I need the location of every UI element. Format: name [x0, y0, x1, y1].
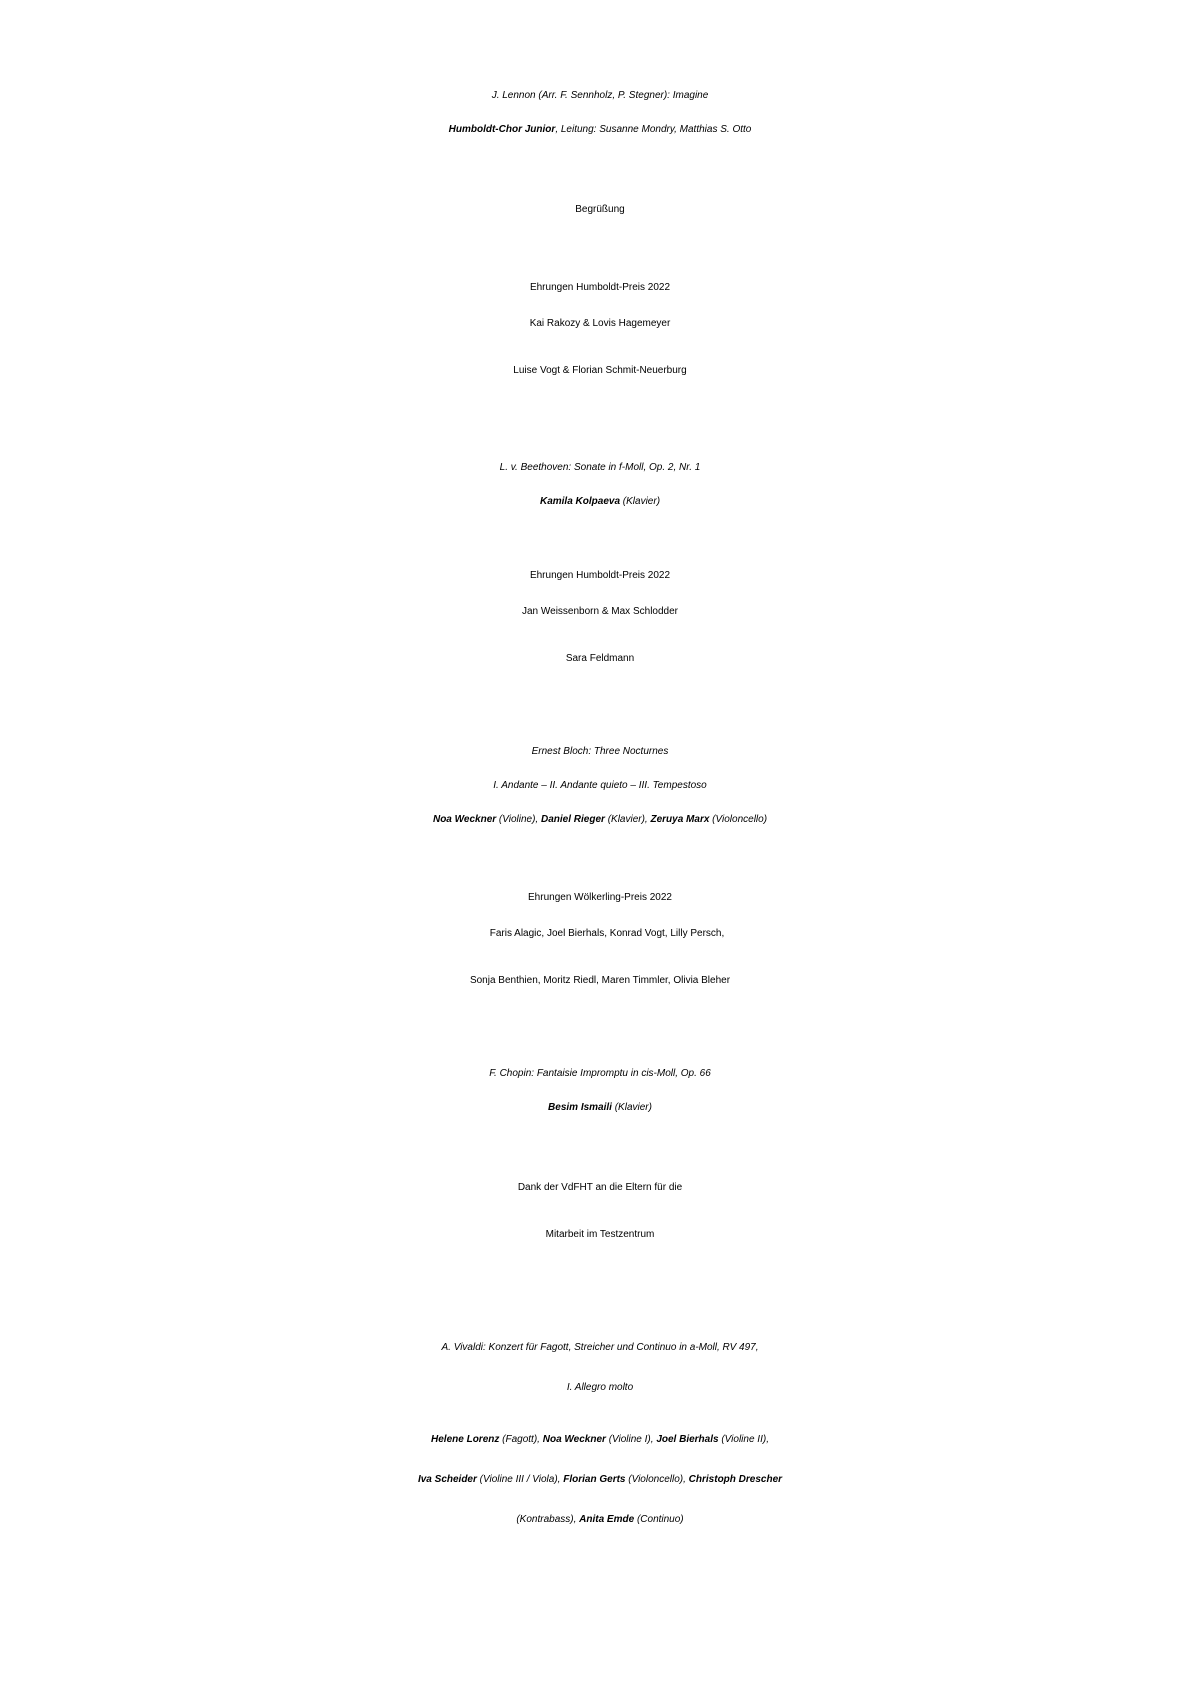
honor3-names-line1: Faris Alagic, Joel Bierhals, Konrad Vogt, Lilly Persch,	[489, 928, 725, 939]
honor1-heading: Ehrungen Humboldt-Preis 2022	[529, 282, 671, 293]
performer-name: Noa Weckner	[432, 814, 497, 825]
honor1-names-line2: Luise Vogt & Florian Schmit-Neuerburg	[513, 365, 687, 376]
thanks-line1: Dank der VdFHT an die Eltern für die	[517, 1182, 683, 1193]
piece5-performers-line3	[0, 1514, 1200, 1525]
performer-role: (Violine I),	[605, 1434, 657, 1445]
honor3-heading: Ehrungen Wölkerling-Preis 2022	[528, 892, 672, 903]
performer-role: (Violoncello),	[625, 1474, 689, 1485]
performer-name: Florian Gerts	[563, 1474, 626, 1485]
performer-role: (Kontrabass),	[516, 1514, 580, 1525]
greeting: Begrüßung	[575, 204, 625, 215]
performer-name: Joel Bierhals	[656, 1434, 719, 1445]
piece1-ensemble: Humboldt-Chor Junior	[448, 124, 556, 135]
performer-role: (Violine II),	[718, 1434, 769, 1445]
performer-name: Iva Scheider	[417, 1474, 477, 1485]
piece4-credits	[0, 1102, 1200, 1113]
performer-role: (Klavier),	[604, 814, 651, 825]
piece4-instrument: (Klavier)	[611, 1102, 652, 1113]
piece2-performer: Kamila Kolpaeva	[539, 496, 621, 507]
performer-role: (Violine),	[496, 814, 541, 825]
honor1-names-line1: Kai Rakozy & Lovis Hagemeyer	[529, 318, 671, 329]
performer-name: Noa Weckner	[542, 1434, 606, 1445]
performer-name: Zeruya Marx	[650, 814, 710, 825]
piece2-title: L. v. Beethoven: Sonate in f-Moll, Op. 2, Nr. 1	[499, 462, 701, 473]
piece2-instrument: (Klavier)	[620, 496, 661, 507]
performer-role: (Violoncello)	[709, 814, 768, 825]
performer-role: (Fagott),	[499, 1434, 543, 1445]
performer-role: (Violine III / Viola),	[476, 1474, 564, 1485]
piece5-title: A. Vivaldi: Konzert für Fagott, Streicher und Continuo in a-Moll, RV 497,	[441, 1342, 759, 1353]
piece5-performers-line2	[0, 1474, 1200, 1485]
honor2-heading: Ehrungen Humboldt-Preis 2022	[529, 570, 671, 581]
piece2-credits	[0, 496, 1200, 507]
honor2-names-line1: Jan Weissenborn & Max Schlodder	[521, 606, 678, 617]
honor2-names-line2: Sara Feldmann	[565, 653, 635, 664]
performer-name: Anita Emde	[579, 1514, 635, 1525]
performer-name: Helene Lorenz	[431, 1434, 500, 1445]
piece5-movement: I. Allegro molto	[566, 1382, 634, 1393]
thanks-line2: Mitarbeit im Testzentrum	[545, 1229, 655, 1240]
piece1-credits	[0, 124, 1200, 135]
performer-name: Christoph Drescher	[688, 1474, 783, 1485]
honor3-names-line2: Sonja Benthien, Moritz Riedl, Maren Timmler, Olivia Bleher	[469, 975, 731, 986]
piece3-movements: I. Andante – II. Andante quieto – III. Tempestoso	[493, 780, 707, 791]
piece3-title: Ernest Bloch: Three Nocturnes	[531, 746, 669, 757]
piece3-performers	[0, 814, 1200, 825]
piece1-title: J. Lennon (Arr. F. Sennholz, P. Stegner): Imagine	[491, 90, 709, 101]
piece5-performers-line1	[0, 1434, 1200, 1445]
performer-name: Daniel Rieger	[541, 814, 605, 825]
piece4-performer: Besim Ismaili	[548, 1102, 612, 1113]
piece4-title: F. Chopin: Fantaisie Impromptu in cis-Moll, Op. 66	[489, 1068, 711, 1079]
performer-role: (Continuo)	[634, 1514, 684, 1525]
piece1-direction: , Leitung: Susanne Mondry, Matthias S. Otto	[555, 124, 752, 135]
